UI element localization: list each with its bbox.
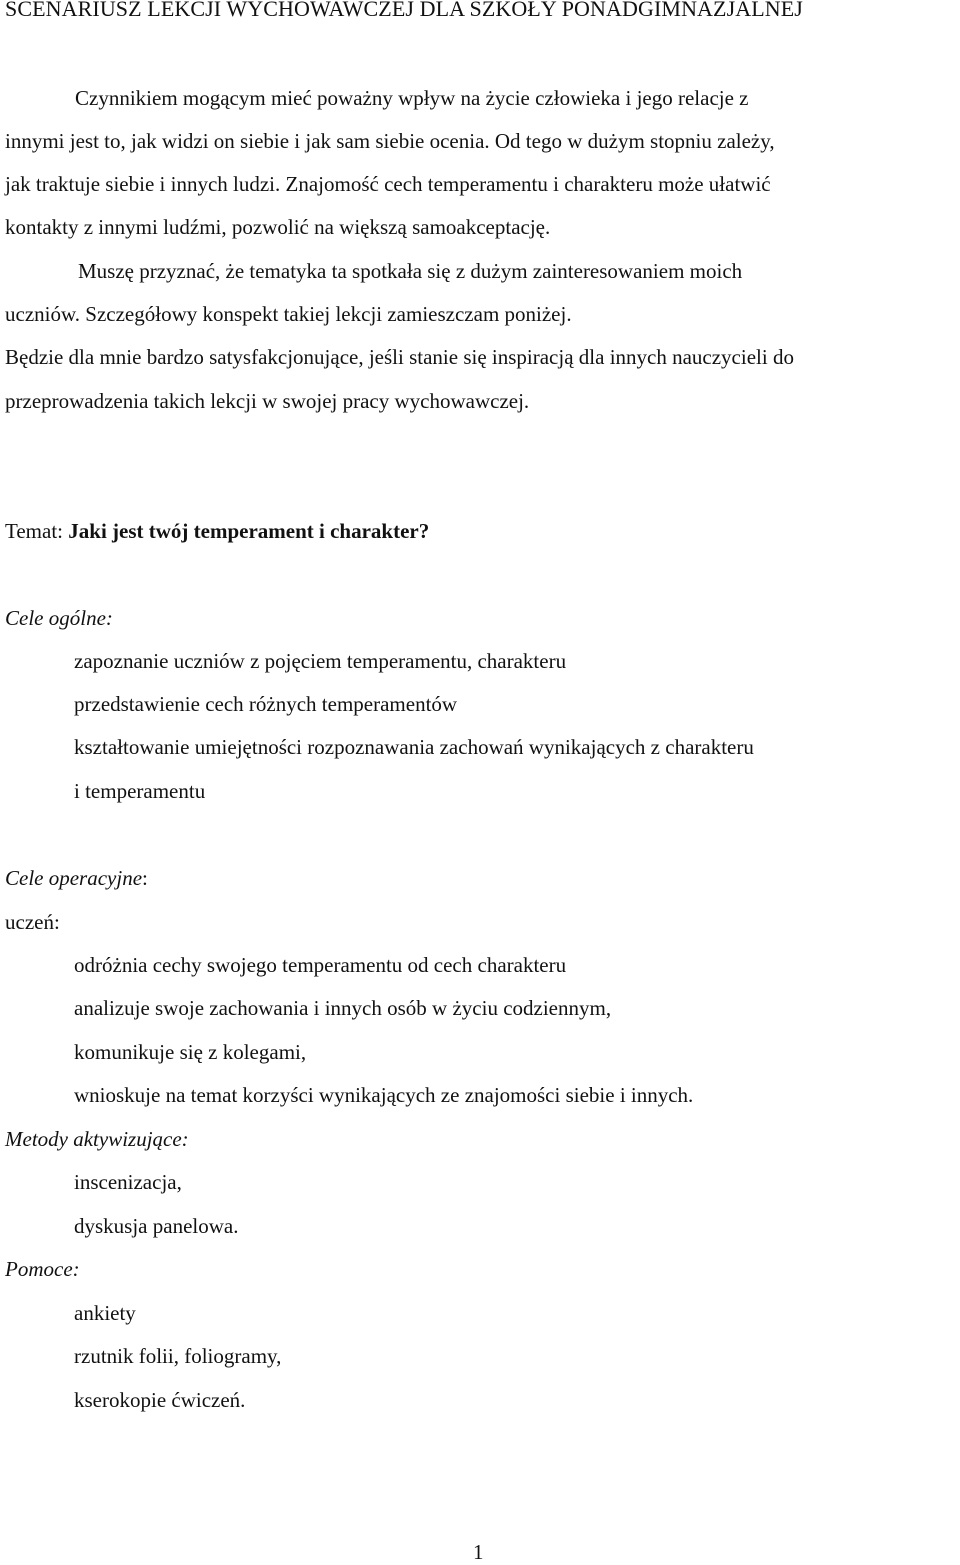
- general-goal-item: zapoznanie uczniów z pojęciem temperamentu, charakteru: [74, 649, 567, 673]
- topic-line: [5, 521, 429, 542]
- aid-item: rzutnik folii, foliogramy,: [74, 1344, 282, 1368]
- topic-value: Jaki jest twój temperament i charakter?: [68, 519, 430, 543]
- general-goal-item: kształtowanie umiejętności rozpoznawania zachowań wynikających z charakteru: [74, 735, 754, 759]
- aid-item: ankiety: [74, 1301, 136, 1325]
- intro-p2-line-1: Muszę przyznać, że tematyka ta spotkała się z dużym zainteresowaniem moich: [78, 259, 743, 283]
- operational-goal-item: wnioskuje na temat korzyści wynikających ze znajomości siebie i innych.: [74, 1083, 694, 1107]
- page-number: 1: [473, 1540, 484, 1564]
- topic-label: Temat:: [5, 519, 69, 543]
- operational-goal-item: komunikuje się z kolegami,: [74, 1040, 307, 1064]
- general-goal-item: przedstawienie cech różnych temperamentów: [74, 692, 458, 716]
- aid-item: kserokopie ćwiczeń.: [74, 1388, 246, 1412]
- aids-heading: Pomoce:: [5, 1257, 80, 1281]
- intro-p1-line-2: innymi jest to, jak widzi on siebie i jak sam siebie ocenia. Od tego w dużym stopniu zależy,: [5, 129, 775, 153]
- intro-p1-line-4: kontakty z innymi ludźmi, pozwolić na większą samoakceptację.: [5, 215, 551, 239]
- operational-goals-colon: :: [142, 866, 148, 890]
- document-title: SCENARIUSZ LEKCJI WYCHOWAWCZEJ DLA SZKOŁY PONADGIMNAZJALNEJ: [5, 0, 803, 21]
- intro-p3-line-1: Będzie dla mnie bardzo satysfakcjonujące, jeśli stanie się inspiracją dla innych nauczycieli do: [5, 345, 794, 369]
- intro-p3-line-2: przeprowadzenia takich lekcji w swojej pracy wychowawczej.: [5, 389, 530, 413]
- method-item: dyskusja panelowa.: [74, 1214, 239, 1238]
- operational-goal-item: odróżnia cechy swojego temperamentu od cech charakteru: [74, 953, 567, 977]
- method-item: inscenizacja,: [74, 1170, 182, 1194]
- intro-p2-line-2: uczniów. Szczegółowy konspekt takiej lekcji zamieszczam poniżej.: [5, 302, 572, 326]
- operational-goals-heading-line: [5, 868, 148, 889]
- general-goal-item: i temperamentu: [74, 779, 206, 803]
- operational-goals-subject: uczeń:: [5, 910, 60, 934]
- methods-heading: Metody aktywizujące:: [5, 1127, 189, 1151]
- intro-p1-line-1: Czynnikiem mogącym mieć poważny wpływ na życie człowieka i jego relacje z: [75, 86, 749, 110]
- operational-goals-heading: Cele operacyjne: [5, 866, 143, 890]
- general-goals-heading: Cele ogólne:: [5, 606, 113, 630]
- operational-goal-item: analizuje swoje zachowania i innych osób w życiu codziennym,: [74, 996, 612, 1020]
- intro-p1-line-3: jak traktuje siebie i innych ludzi. Znajomość cech temperamentu i charakteru może ułatwić: [5, 172, 771, 196]
